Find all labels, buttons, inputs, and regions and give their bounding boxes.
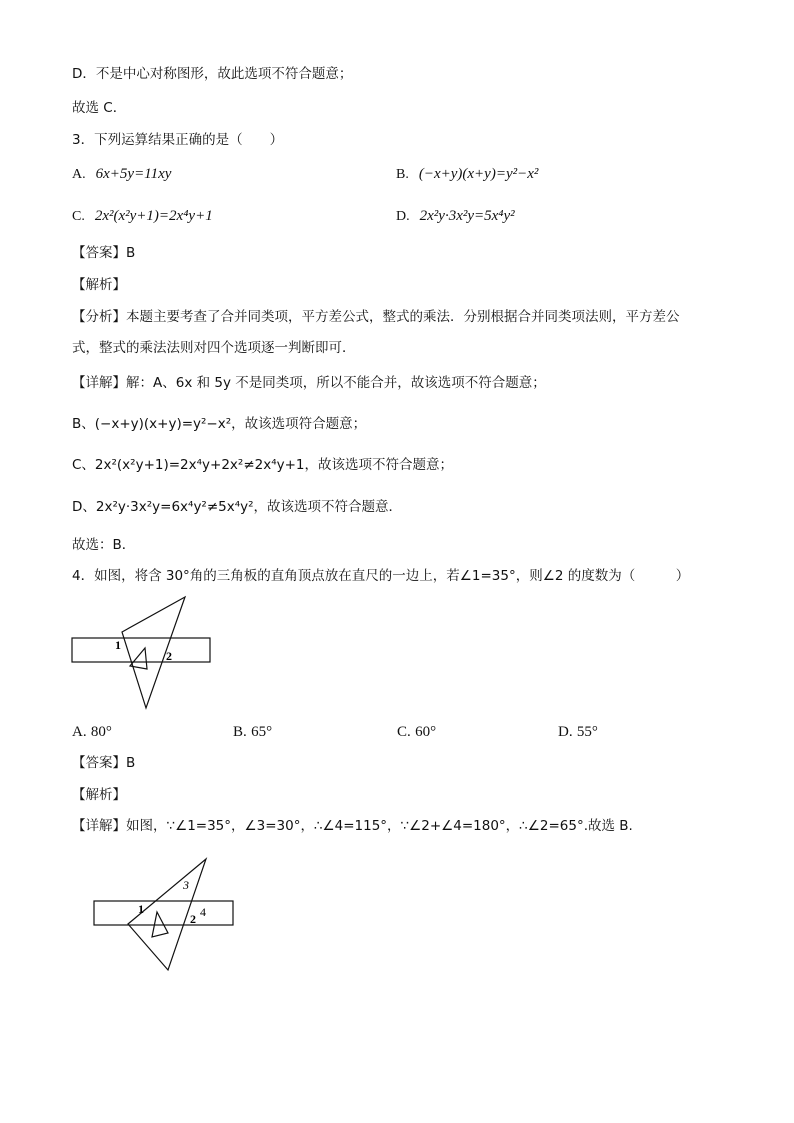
q3-option-c: [72, 206, 213, 227]
q4-answer: 【答案】B: [72, 755, 136, 771]
set-square-inner: [130, 648, 147, 669]
option-expr: (−x+y)(x+y)=y²−x²: [418, 166, 539, 182]
q4-option-a: [72, 722, 112, 742]
option-value: 55°: [576, 724, 598, 740]
q3-detail-a: 【详解】解：A、6x 和 5y 不是同类项，所以不能合并，故该选项不符合题意；: [72, 375, 546, 391]
q4-figure-1: [70, 594, 215, 712]
q3-choose: 故选：B．: [72, 537, 136, 553]
angle-4-label: 4: [200, 905, 206, 919]
q3-option-b: [396, 164, 538, 185]
angle-1-label: 1: [115, 638, 121, 652]
q2-option-d-explanation: D．不是中心对称图形，故此选项不符合题意；: [72, 66, 353, 82]
q4-option-d: [558, 722, 598, 742]
angle-2-label: 2: [166, 649, 172, 663]
q4-option-c: [397, 722, 436, 742]
option-label: B.: [233, 724, 247, 740]
ruler: [94, 901, 233, 925]
angle-2-label: 2: [190, 912, 196, 926]
option-expr: 6x+5y=11xy: [95, 166, 172, 182]
q3-option-d: [396, 206, 515, 227]
q3-detail-d: D、2x²y·3x²y=6x⁴y²≠5x⁴y²，故该选项不符合题意．: [72, 499, 403, 515]
option-label: C.: [72, 209, 85, 224]
option-expr: 2x²y·3x²y=5x⁴y²: [419, 208, 515, 224]
q4-figure-2: [92, 856, 240, 974]
set-square-outer: [122, 597, 185, 708]
q3-detail-c: C、2x²(x²y+1)=2x⁴y+2x²≠2x⁴y+1，故该选项不符合题意；: [72, 457, 454, 473]
option-value: 80°: [90, 724, 112, 740]
option-label: A.: [72, 724, 87, 740]
q4-stem: 4．如图，将含 30°角的三角板的直角顶点放在直尺的一边上，若∠1=35°，则∠2 的度数为（ ）: [72, 568, 690, 584]
option-label: A.: [72, 167, 86, 182]
option-value: 65°: [251, 724, 273, 740]
option-expr: 2x²(x²y+1)=2x⁴y+1: [94, 208, 213, 224]
ruler: [72, 638, 210, 662]
q3-answer: 【答案】B: [72, 245, 136, 261]
option-label: B.: [396, 167, 409, 182]
angle-1-label: 1: [138, 902, 144, 916]
q4-detail: 【详解】如图，∵∠1=35°，∠3=30°，∴∠4=115°，∵∠2+∠4=180°，∴∠2=65°.故选 B.: [72, 818, 633, 834]
option-label: D.: [558, 724, 573, 740]
q3-analysis-line-1: 【分析】本题主要考查了合并同类项，平方差公式，整式的乘法．分别根据合并同类项法则，平方差公: [72, 309, 680, 325]
q4-option-b: [233, 722, 272, 742]
option-label: D.: [396, 209, 410, 224]
angle-3-label: 3: [183, 878, 189, 892]
q3-stem: 3．下列运算结果正确的是（ ）: [72, 132, 284, 148]
option-label: C.: [397, 724, 411, 740]
q4-analysis-title: 【解析】: [72, 787, 126, 803]
q2-choose: 故选 C．: [72, 100, 127, 116]
q3-analysis-line-2: 式，整式的乘法法则对四个选项逐一判断即可．: [72, 340, 356, 356]
option-value: 60°: [415, 724, 437, 740]
q3-detail-b: B、(−x+y)(x+y)=y²−x²，故该选项符合题意；: [72, 416, 367, 432]
q3-analysis-title: 【解析】: [72, 277, 126, 293]
q3-option-a: [72, 164, 171, 185]
